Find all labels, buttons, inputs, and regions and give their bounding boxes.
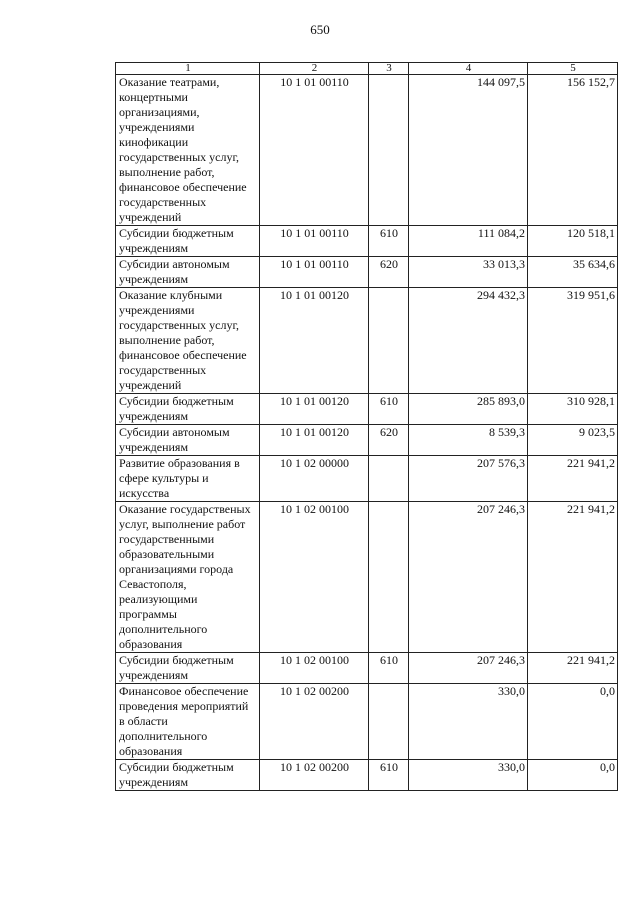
row-code: 10 1 02 00100 xyxy=(260,653,369,684)
row-expense-type: 620 xyxy=(369,425,409,456)
row-expense-type: 610 xyxy=(369,226,409,257)
row-value-year2: 0,0 xyxy=(528,684,618,760)
row-value-year2: 156 152,7 xyxy=(528,75,618,226)
row-expense-type xyxy=(369,288,409,394)
row-value-year2: 221 941,2 xyxy=(528,456,618,502)
row-value-year2: 35 634,6 xyxy=(528,257,618,288)
row-expense-type xyxy=(369,75,409,226)
row-value-year2: 0,0 xyxy=(528,760,618,791)
table-row xyxy=(116,257,618,288)
row-value-year1: 111 084,2 xyxy=(409,226,528,257)
row-expense-type: 620 xyxy=(369,257,409,288)
row-value-year2: 221 941,2 xyxy=(528,502,618,653)
budget-table xyxy=(115,62,618,791)
row-value-year1: 33 013,3 xyxy=(409,257,528,288)
row-name: Оказание клубными учреждениями государственных услуг, выполнение работ, финансовое обеспечение государственных учреждений xyxy=(116,288,260,394)
column-header-5: 5 xyxy=(528,63,618,75)
column-header-4: 4 xyxy=(409,63,528,75)
row-value-year1: 330,0 xyxy=(409,684,528,760)
row-code: 10 1 02 00100 xyxy=(260,502,369,653)
row-value-year1: 294 432,3 xyxy=(409,288,528,394)
table-row xyxy=(116,653,618,684)
row-code: 10 1 02 00000 xyxy=(260,456,369,502)
row-name: Субсидии автономым учреждениям xyxy=(116,257,260,288)
table-header-row xyxy=(116,63,618,75)
row-name: Субсидии автономым учреждениям xyxy=(116,425,260,456)
column-header-3: 3 xyxy=(369,63,409,75)
table-row xyxy=(116,226,618,257)
row-value-year1: 207 246,3 xyxy=(409,502,528,653)
row-name: Оказание государственых услуг, выполнение работ государственными образовательными организациями города Севастополя, реализующими программы дополнительного образования xyxy=(116,502,260,653)
row-value-year1: 285 893,0 xyxy=(409,394,528,425)
table-row xyxy=(116,75,618,226)
row-code: 10 1 01 00120 xyxy=(260,425,369,456)
row-code: 10 1 02 00200 xyxy=(260,760,369,791)
row-expense-type xyxy=(369,456,409,502)
table-row xyxy=(116,425,618,456)
table-row xyxy=(116,456,618,502)
row-value-year2: 319 951,6 xyxy=(528,288,618,394)
row-name: Оказание театрами, концертными организациями, учреждениями кинофикации государственных услуг, выполнение работ, финансовое обеспечение государственных учреждений xyxy=(116,75,260,226)
row-value-year1: 207 576,3 xyxy=(409,456,528,502)
row-value-year2: 310 928,1 xyxy=(528,394,618,425)
row-code: 10 1 01 00110 xyxy=(260,226,369,257)
row-value-year2: 9 023,5 xyxy=(528,425,618,456)
row-value-year1: 144 097,5 xyxy=(409,75,528,226)
row-name: Развитие образования в сфере культуры и искусства xyxy=(116,456,260,502)
table-row xyxy=(116,288,618,394)
table-row xyxy=(116,684,618,760)
row-name: Субсидии бюджетным учреждениям xyxy=(116,760,260,791)
row-code: 10 1 01 00120 xyxy=(260,394,369,425)
row-expense-type xyxy=(369,502,409,653)
row-value-year1: 8 539,3 xyxy=(409,425,528,456)
row-value-year2: 221 941,2 xyxy=(528,653,618,684)
table-row xyxy=(116,394,618,425)
row-name: Субсидии бюджетным учреждениям xyxy=(116,226,260,257)
row-expense-type: 610 xyxy=(369,653,409,684)
table-row xyxy=(116,502,618,653)
row-value-year2: 120 518,1 xyxy=(528,226,618,257)
row-code: 10 1 01 00120 xyxy=(260,288,369,394)
row-value-year1: 207 246,3 xyxy=(409,653,528,684)
row-expense-type xyxy=(369,684,409,760)
column-header-2: 2 xyxy=(260,63,369,75)
row-name: Субсидии бюджетным учреждениям xyxy=(116,394,260,425)
row-code: 10 1 01 00110 xyxy=(260,257,369,288)
row-name: Финансовое обеспечение проведения мероприятий в области дополнительного образования xyxy=(116,684,260,760)
row-expense-type: 610 xyxy=(369,760,409,791)
row-code: 10 1 02 00200 xyxy=(260,684,369,760)
row-name: Субсидии бюджетным учреждениям xyxy=(116,653,260,684)
row-value-year1: 330,0 xyxy=(409,760,528,791)
row-expense-type: 610 xyxy=(369,394,409,425)
row-code: 10 1 01 00110 xyxy=(260,75,369,226)
column-header-1: 1 xyxy=(116,63,260,75)
table-row xyxy=(116,760,618,791)
page-number: 650 xyxy=(310,22,330,37)
